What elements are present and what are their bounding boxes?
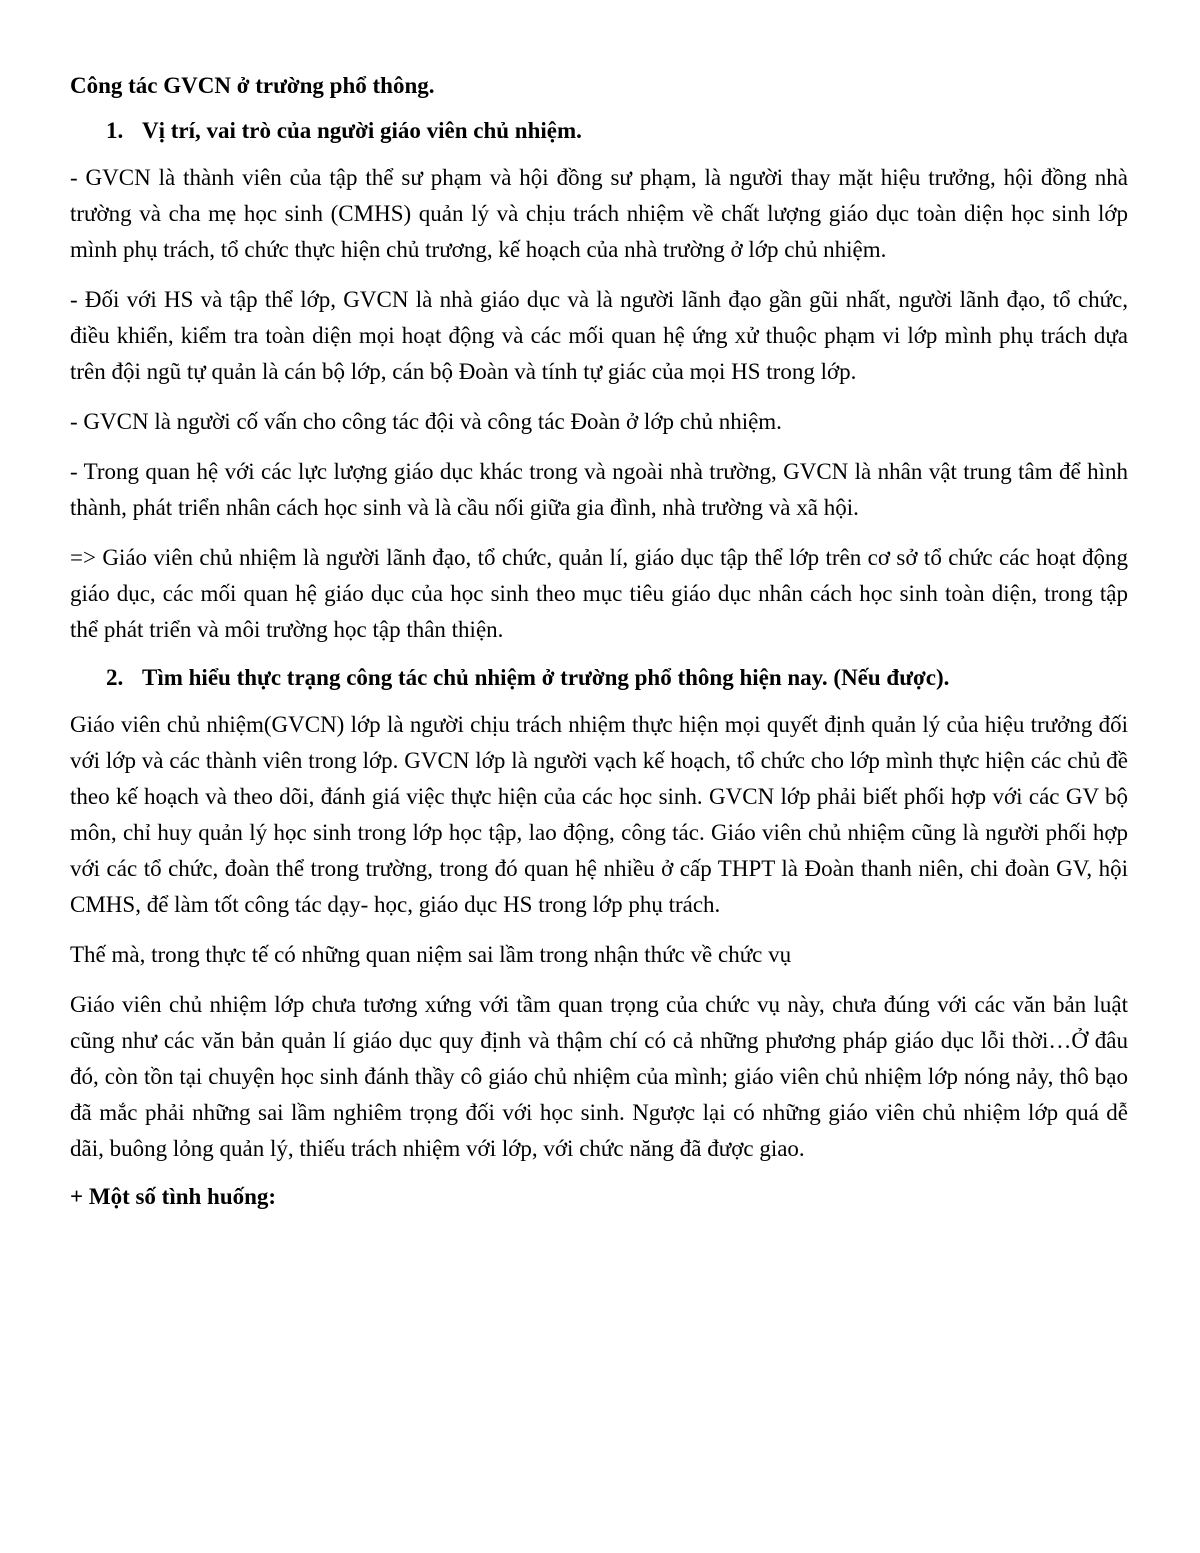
section-1-paragraph: - GVCN là thành viên của tập thể sư phạm và hội đồng sư phạm, là người thay mặt hiệu trưởng, hội đồng nhà trường và cha mẹ học sinh (CMHS) quản lý và chịu trách nhiệm về chất lượng giáo dục toàn diện học sinh lớp mình phụ trách, tổ chức thực hiện chủ trương, kế hoạch của nhà trường ở lớp chủ nhiệm. [70,165,1128,262]
section-1-heading-text: Vị trí, vai trò của người giáo viên chủ nhiệm. [142,118,582,143]
section-2-paragraph: Giáo viên chủ nhiệm(GVCN) lớp là người chịu trách nhiệm thực hiện mọi quyết định quản lý của hiệu trưởng đối với lớp và các thành viên trong lớp. GVCN lớp là người vạch kế hoạch, tổ chức cho lớp mình thực hiện các chủ đề theo kế hoạch và theo dõi, đánh giá việc thực hiện của các học sinh. GVCN lớp phải biết phối hợp với các GV bộ môn, chỉ huy quản lý học sinh trong lớp học tập, lao động, công tác. Giáo viên chủ nhiệm cũng là người phối hợp với các tổ chức, đoàn thể trong trường, trong đó quan hệ nhiều ở cấp THPT là Đoàn thanh niên, chi đoàn GV, hội CMHS, để làm tốt công tác dạy- học, giáo dục HS trong lớp phụ trách. [70,712,1128,917]
section-1-heading [70,115,1128,147]
situations-subheading: + Một số tình huống: [70,1184,277,1209]
document-page [70,70,1128,1213]
section-2-heading [70,662,1128,694]
section-2-heading-text: Tìm hiểu thực trạng công tác chủ nhiệm ở trường phổ thông hiện nay. (Nếu được). [142,665,950,690]
section-1-paragraph: - Trong quan hệ với các lực lượng giáo dục khác trong và ngoài nhà trường, GVCN là nhân vật trung tâm để hình thành, phát triển nhân cách học sinh và là cầu nối giữa gia đình, nhà trường và xã hội. [70,459,1128,520]
section-2-number: 2. [106,665,124,690]
section-2-paragraph: Giáo viên chủ nhiệm lớp chưa tương xứng với tầm quan trọng của chức vụ này, chưa đúng với các văn bản luật cũng như các văn bản quản lí giáo dục quy định và thậm chí có cả những phương pháp giáo dục lỗi thời…Ở đâu đó, còn tồn tại chuyện học sinh đánh thầy cô giáo chủ nhiệm của mình; giáo viên chủ nhiệm lớp nóng nảy, thô bạo đã mắc phải những sai lầm nghiêm trọng đối với học sinh. Ngược lại có những giáo viên chủ nhiệm lớp quá dễ dãi, buông lỏng quản lý, thiếu trách nhiệm với lớp, với chức năng đã được giao. [70,992,1128,1161]
section-1-number: 1. [106,118,124,143]
section-2-paragraph: Thế mà, trong thực tế có những quan niệm sai lầm trong nhận thức về chức vụ [70,942,792,967]
section-1-paragraph: - GVCN là người cố vấn cho công tác đội và công tác Đoàn ở lớp chủ nhiệm. [70,409,782,434]
section-1-paragraph: => Giáo viên chủ nhiệm là người lãnh đạo, tổ chức, quản lí, giáo dục tập thể lớp trên cơ sở tổ chức các hoạt động giáo dục, các mối quan hệ giáo dục của học sinh theo mục tiêu giáo dục nhân cách học sinh toàn diện, trong tập thể phát triển và môi trường học tập thân thiện. [70,545,1128,642]
document-title: Công tác GVCN ở trường phổ thông. [70,73,435,98]
section-1-paragraph: - Đối với HS và tập thể lớp, GVCN là nhà giáo dục và là người lãnh đạo gần gũi nhất, người lãnh đạo, tổ chức, điều khiển, kiểm tra toàn diện mọi hoạt động và các mối quan hệ ứng xử thuộc phạm vi lớp mình phụ trách dựa trên đội ngũ tự quản là cán bộ lớp, cán bộ Đoàn và tính tự giác của mọi HS trong lớp. [70,287,1128,384]
